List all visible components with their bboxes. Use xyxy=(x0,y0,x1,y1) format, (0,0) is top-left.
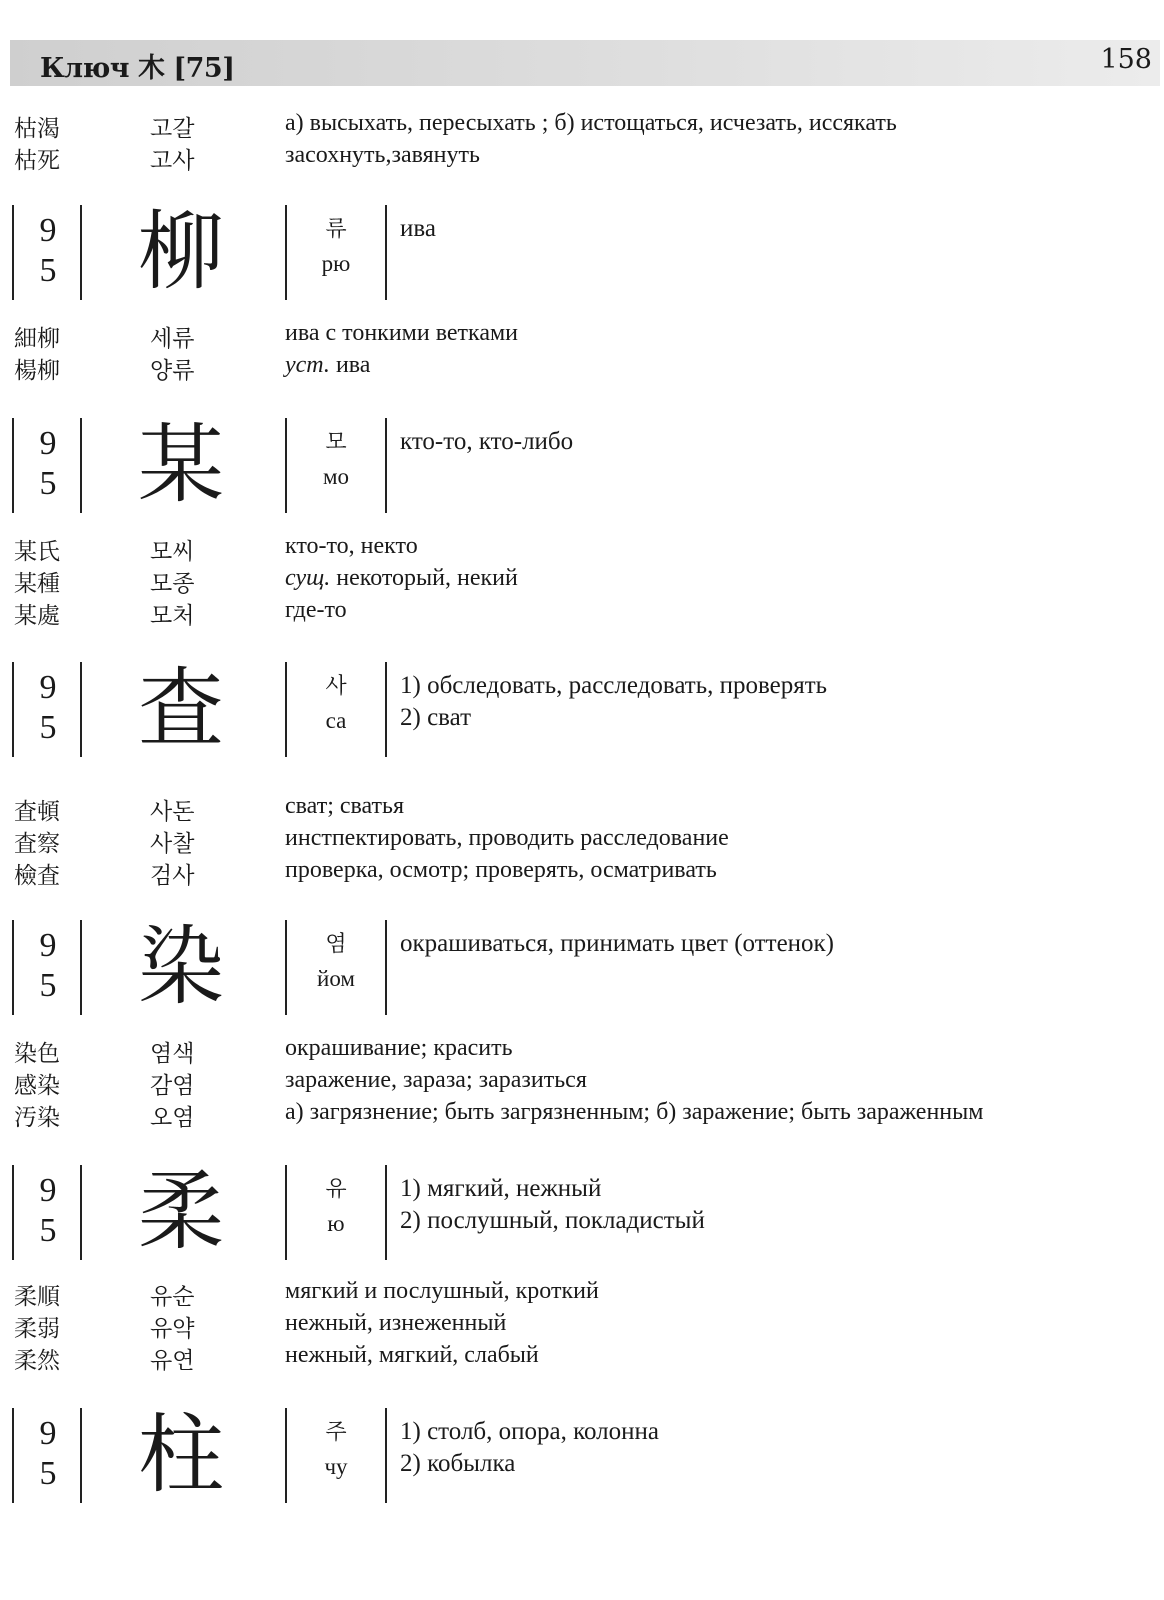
entry-header xyxy=(0,1162,1164,1262)
list-item xyxy=(0,352,1164,384)
compound-list xyxy=(0,1278,1164,1374)
list-item xyxy=(0,793,1164,825)
word-meaning: ива с тонкими ветками xyxy=(285,320,519,346)
headword-meaning: ива xyxy=(400,215,436,242)
word-meaning: нежный, мягкий, слабый xyxy=(285,1342,539,1368)
word-hanja: 査察 xyxy=(14,831,60,857)
list-item xyxy=(0,825,1164,857)
compound-list xyxy=(0,533,1164,629)
divider xyxy=(80,662,82,757)
divider xyxy=(385,1165,387,1260)
word-hanja: 枯渴 xyxy=(14,116,60,142)
list-item xyxy=(0,565,1164,597)
stroke-count: 9 5 xyxy=(39,669,57,746)
word-hanja: 査頓 xyxy=(14,799,60,825)
word-hanja: 楊柳 xyxy=(14,358,60,384)
word-hanja: 枯死 xyxy=(14,148,60,174)
word-meaning: сват; сватья xyxy=(285,793,405,819)
list-item xyxy=(0,1067,1164,1099)
list-item xyxy=(0,597,1164,629)
divider xyxy=(80,1408,82,1503)
reading: 류 рю xyxy=(321,217,351,276)
list-item xyxy=(0,1099,1164,1131)
stroke-count: 9 5 xyxy=(39,927,57,1004)
word-hanja: 某處 xyxy=(14,603,60,629)
divider xyxy=(285,662,287,757)
list-item xyxy=(0,533,1164,565)
headword-character: 染 xyxy=(138,917,224,1017)
divider xyxy=(285,920,287,1015)
divider xyxy=(385,920,387,1015)
word-korean: 유순 xyxy=(150,1284,195,1310)
word-meaning: заражение, зараза; заразиться xyxy=(285,1067,587,1093)
stroke-count: 9 5 xyxy=(39,425,57,502)
stroke-count: 9 5 xyxy=(39,1415,57,1492)
headword-meaning: окрашиваться, принимать цвет (оттенок) xyxy=(400,930,835,957)
word-hanja: 感染 xyxy=(14,1073,60,1099)
divider xyxy=(385,205,387,300)
headword-character: 柳 xyxy=(138,202,224,302)
word-meaning: а) загрязнение; быть загрязненным; б) заражение; быть зараженным xyxy=(285,1099,984,1125)
page-header xyxy=(10,40,1160,86)
divider xyxy=(385,1408,387,1503)
divider xyxy=(80,418,82,513)
compound-list xyxy=(0,320,1164,384)
divider xyxy=(12,1408,14,1503)
top-words-list xyxy=(0,110,1164,174)
word-hanja: 某氏 xyxy=(14,539,60,565)
divider xyxy=(285,418,287,513)
word-korean: 모씨 xyxy=(150,539,195,565)
divider xyxy=(80,205,82,300)
word-meaning: где-то xyxy=(285,597,347,623)
list-item xyxy=(0,1310,1164,1342)
divider xyxy=(285,205,287,300)
headword-character: 柱 xyxy=(138,1405,224,1505)
word-hanja: 某種 xyxy=(14,571,60,597)
list-item xyxy=(0,1035,1164,1067)
divider xyxy=(285,1408,287,1503)
reading: 사 са xyxy=(325,674,347,733)
reading: 모 мо xyxy=(322,430,350,489)
list-item xyxy=(0,320,1164,352)
headword-character: 柔 xyxy=(138,1162,224,1262)
word-korean: 유약 xyxy=(150,1316,195,1342)
divider xyxy=(12,1165,14,1260)
word-korean: 사돈 xyxy=(150,799,195,825)
word-meaning: проверка, осмотр; проверять, осматривать xyxy=(285,857,717,883)
header-title: Ключ 木 [75] xyxy=(40,53,235,84)
list-item xyxy=(0,110,1164,142)
divider xyxy=(12,205,14,300)
divider xyxy=(385,418,387,513)
word-korean: 감염 xyxy=(150,1073,195,1099)
headword-character: 某 xyxy=(138,415,224,515)
divider xyxy=(12,662,14,757)
divider xyxy=(285,1165,287,1260)
reading: 유 ю xyxy=(325,1177,347,1236)
word-hanja: 檢査 xyxy=(14,863,60,889)
divider xyxy=(385,662,387,757)
word-meaning: инстпектировать, проводить расследование xyxy=(285,825,729,851)
compound-list xyxy=(0,1035,1164,1131)
list-item xyxy=(0,142,1164,174)
word-meaning: кто-то, некто xyxy=(285,533,418,559)
reading: 주 чу xyxy=(324,1420,348,1479)
headword-meaning: 1) обследовать, расследовать, проверять 2) сват xyxy=(400,672,828,731)
compound-list xyxy=(0,793,1164,889)
word-hanja: 染色 xyxy=(14,1041,60,1067)
word-hanja: 細柳 xyxy=(14,326,60,352)
word-meaning: уст. ива xyxy=(285,352,371,378)
entry-header xyxy=(0,659,1164,759)
word-meaning: сущ. некоторый, некий xyxy=(285,565,518,591)
list-item xyxy=(0,1342,1164,1374)
word-korean: 오염 xyxy=(150,1105,195,1131)
word-korean: 양류 xyxy=(150,358,195,384)
word-hanja: 柔順 xyxy=(14,1284,60,1310)
word-korean: 모처 xyxy=(150,603,195,629)
word-hanja: 汚染 xyxy=(14,1105,60,1131)
word-meaning: окрашивание; красить xyxy=(285,1035,513,1061)
list-item xyxy=(0,857,1164,889)
divider xyxy=(12,418,14,513)
headword-meaning: кто-то, кто-либо xyxy=(400,428,574,455)
stroke-count: 9 5 xyxy=(39,1172,57,1249)
divider xyxy=(12,920,14,1015)
word-korean: 검사 xyxy=(150,863,195,889)
entry-header xyxy=(0,202,1164,302)
entry-header xyxy=(0,415,1164,515)
entry-header xyxy=(0,917,1164,1017)
word-korean: 모종 xyxy=(150,571,195,597)
word-korean: 유연 xyxy=(150,1348,195,1374)
word-meaning: а) высыхать, пересыхать ; б) истощаться, исчезать, иссякать xyxy=(285,110,897,136)
headword-meaning: 1) мягкий, нежный 2) послушный, покладистый xyxy=(400,1175,705,1234)
word-korean: 고갈 xyxy=(150,116,195,142)
word-korean: 사찰 xyxy=(150,831,195,857)
word-hanja: 柔然 xyxy=(14,1348,60,1374)
reading: 염 йом xyxy=(317,932,355,991)
word-korean: 세류 xyxy=(150,326,195,352)
headword-meaning: 1) столб, опора, колонна 2) кобылка xyxy=(400,1418,659,1477)
word-hanja: 柔弱 xyxy=(14,1316,60,1342)
stroke-count: 9 5 xyxy=(39,212,57,289)
divider xyxy=(80,920,82,1015)
word-meaning: нежный, изнеженный xyxy=(285,1310,507,1336)
headword-character: 査 xyxy=(138,659,224,759)
word-korean: 고사 xyxy=(150,148,195,174)
word-meaning: мягкий и послушный, кроткий xyxy=(285,1278,599,1304)
page-number: 158 xyxy=(1100,44,1152,75)
entry-header xyxy=(0,1405,1164,1505)
list-item xyxy=(0,1278,1164,1310)
word-korean: 염색 xyxy=(150,1041,195,1067)
divider xyxy=(80,1165,82,1260)
word-meaning: засохнуть,завянуть xyxy=(285,142,480,168)
